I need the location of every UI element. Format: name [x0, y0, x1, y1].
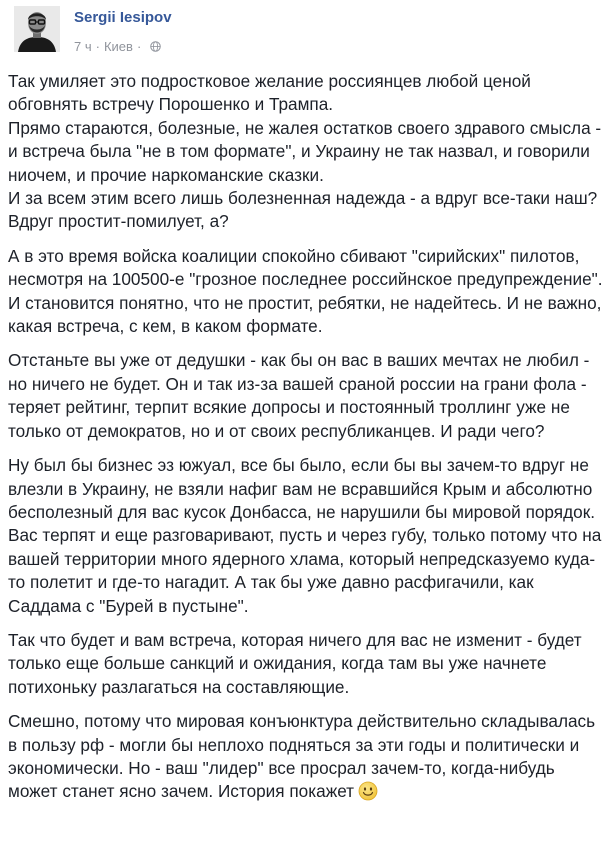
author-name[interactable]: Sergii Iesipov: [74, 9, 172, 26]
post-body: [8, 70, 604, 815]
meta-separator-2: ·: [136, 39, 142, 54]
post-paragraph-5: Так что будет и вам встреча, которая ничего для вас не изменит - будет только еще больше санкций и ожидания, когда там вы уже начнете потихоньку разлагаться на составляющие.: [8, 629, 582, 697]
meta-separator: ·: [95, 39, 100, 54]
post-location[interactable]: Киев: [103, 39, 133, 54]
post-paragraph-3: Отстаньте вы уже от дедушки - как бы он вас в ваших мечтах не любил - но ничего не будет. Он и так из-за вашей сраной россии на грани фола - теряет рейтинг, терпит всякие допросы и постоянный троллинг уже не только от демократов, но и от своих республиканцев. И ради чего?: [8, 350, 590, 441]
post-paragraph-2: А в это время войска коалиции спокойно сбивают "сирийских" пилотов, несмотря на 100500-е "грозное последнее российнское предупреждение". И становится понятно, что не простит, ребятки, не надейтесь. И не важно, какая встреча, с кем, в каком формате.: [8, 245, 603, 337]
post-timestamp[interactable]: 7 ч: [74, 39, 92, 54]
smile-icon: [358, 781, 378, 801]
globe-icon[interactable]: [150, 41, 161, 52]
post-paragraph-6-text: Смешно, потому что мировая конъюнктура действительно складывалась в пользу рф - могли бы неплохо подняться за эти годы и политически и экономически. Но - ваш "лидер" все просрал зачем-то, когда-нибудь может станет ясно зачем. История покажет: [8, 711, 596, 802]
post-paragraph-6: [8, 710, 604, 804]
avatar[interactable]: [14, 6, 60, 52]
avatar-photo-icon: [14, 6, 60, 52]
post-header: [6, 0, 606, 70]
post-meta: [74, 39, 161, 54]
post-paragraph-1: Так умиляет это подростковое желание россиянцев любой ценой обговнять встречу Порошенко и Трампа. Прямо стараются, болезные, не жалея остатков своего здравого смысла - и встреча была "не в том формате", и Украину не так назвал, и говорили ниочем, и прочие наркоманские сказки. И за всем этим всего лишь болезненная надежда - а вдруг все-таки наш? Вдруг простит-помилует, а?: [8, 71, 602, 232]
post-paragraph-4: Ну был бы бизнес эз южуал, все бы было, если бы вы зачем-то вдруг не влезли в Украину, не взяли нафиг вам не всравшийся Крым и абсолютно бесполезный для вас кусок Донбасса, не нарушили бы мировой порядок. Вас терпят и еще разговаривают, пусть и через губу, только потому что на вашей территории много ядерного хлама, который непредсказуемо куда-то полетит и где-то нагадит. А так бы уже давно расфигачили, как Саддама с "Бурей в пустыне".: [8, 455, 602, 616]
